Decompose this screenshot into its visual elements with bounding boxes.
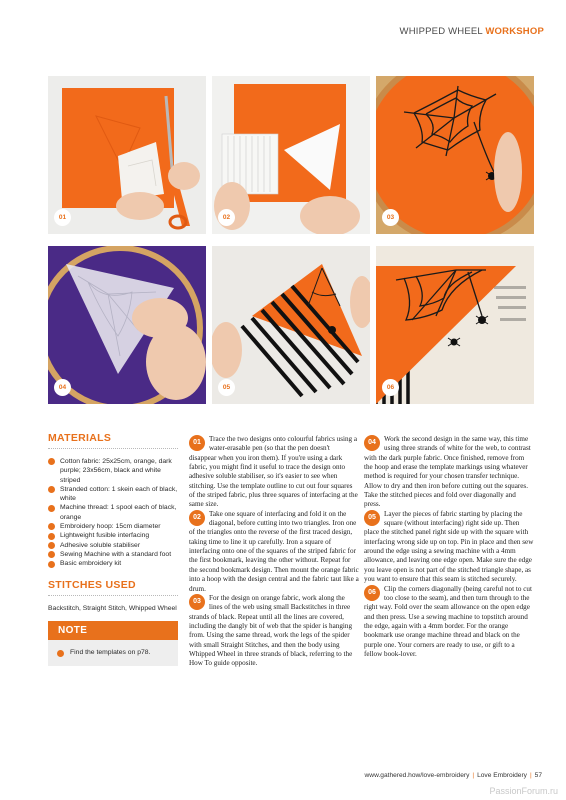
bullet-icon bbox=[48, 523, 55, 530]
step-number-badge: 06 bbox=[364, 585, 380, 601]
step-photo-4 bbox=[48, 246, 206, 404]
section-divider bbox=[48, 595, 178, 596]
footer-url[interactable]: www.gathered.how/love-embroidery bbox=[364, 772, 470, 779]
header-highlight: WORKSHOP bbox=[485, 26, 544, 37]
bullet-icon bbox=[48, 533, 55, 540]
step-text: Layer the pieces of fabric starting by placing the square (without interfacing) right side up. Then place the stitched panel right side up with the square with interfacing wrong side up on top. Pin in place and then sew around the edge using a sewing machine with a 4mm allowance, and leaving one edge open. Make sure the edge you leave open is not part of the stitched triangle shape, as you want to ensure that this seam is stitched securely. bbox=[364, 509, 534, 584]
footer-separator: | bbox=[472, 772, 475, 779]
bullet-icon bbox=[48, 458, 55, 465]
step-text: Clip the corners diagonally (being careful not to cut too close to the seam), and then turn through to the right way. Fold over the seam allowance on the open edge and then press. Use a sewing machine to topstitch around the edge, again with a 4mm border. For the orange bookmark use orange machine thread and black on the purple one. Your corners are ready to use, or gift to a fellow book-lover. bbox=[364, 584, 532, 658]
bullet-icon bbox=[48, 542, 55, 549]
list-item: Basic embroidery kit bbox=[48, 559, 178, 568]
step-photos-grid bbox=[48, 76, 543, 406]
web-embroidery-in-hoop-photo bbox=[376, 76, 534, 234]
step-number-badge: 01 bbox=[189, 435, 205, 451]
photo-badge: 01 bbox=[54, 209, 71, 226]
step-photo-6 bbox=[376, 246, 534, 404]
list-item: Cotton fabric: 25x25cm, orange, dark purple; 23x56cm, black and white striped bbox=[48, 457, 178, 485]
note-text: Find the templates on p78. bbox=[70, 649, 151, 657]
section-divider bbox=[48, 448, 178, 449]
striped-fabric-and-triangle-photo bbox=[212, 76, 370, 234]
step-text: For the design on orange fabric, work along the lines of the web using small Backstitches in three strands of black. Repeat until all the lines are covered, including the dangly bit of web that the spider is hanging from. Using the same thread, work the legs of the spider with small Straight Stitches, and then the body using Whipped Wheel in three strands of black, referring to the How To guide opposite. bbox=[189, 593, 353, 668]
photo-badge: 05 bbox=[218, 379, 235, 396]
list-item: Sewing Machine with a standard foot bbox=[48, 550, 178, 559]
footer-separator: | bbox=[529, 772, 532, 779]
list-item: Lightweight fusible interfacing bbox=[48, 531, 178, 540]
instructions-column-1 bbox=[189, 435, 359, 669]
step-01 bbox=[189, 435, 359, 510]
page-number: 57 bbox=[534, 772, 542, 779]
materials-title: MATERIALS bbox=[48, 432, 112, 444]
step-number-badge: 05 bbox=[364, 510, 380, 526]
stitches-title: STITCHES USED bbox=[48, 578, 136, 591]
note-box bbox=[48, 621, 178, 666]
step-02 bbox=[189, 510, 359, 594]
list-item: Adhesive soluble stabiliser bbox=[48, 541, 178, 550]
step-photo-2 bbox=[212, 76, 370, 234]
step-photo-1 bbox=[48, 76, 206, 234]
step-text: Trace the two designs onto colourful fabrics using a water-erasable pen (so that the pen doesn't disappear when you iron them). If you're using a dark fabric, you might find it useful to trace the design onto adhesive soluble stabiliser, so it's easier to see when stitching. Use the template outline to cut out four squares of the striped fabric, plus three squares of interfacing at the same size. bbox=[189, 435, 358, 509]
step-photo-5 bbox=[212, 246, 370, 404]
bullet-icon bbox=[57, 650, 64, 657]
scissors-cutting-stabiliser-photo bbox=[48, 76, 206, 234]
note-body bbox=[48, 640, 178, 666]
step-text: Work the second design in the same way, this time using three strands of white for the web, to contrast with the dark purple fabric. Once finished, remove from the hoop and erase the template markings using whatever method is required for your chosen transfer technique. Allow to dry and then iron before cutting out the squares. Take the stitched pieces and fold over diagonally and press. bbox=[364, 435, 531, 509]
list-item: Embroidery hoop: 15cm diameter bbox=[48, 522, 178, 531]
sidebar-materials bbox=[48, 432, 178, 666]
bullet-icon bbox=[48, 551, 55, 558]
photo-badge: 03 bbox=[382, 209, 399, 226]
header-label: WHIPPED WHEEL bbox=[399, 26, 483, 37]
watermark: PassionForum.ru bbox=[489, 786, 558, 796]
photo-badge: 02 bbox=[218, 209, 235, 226]
step-05 bbox=[364, 510, 534, 585]
bullet-icon bbox=[48, 486, 55, 493]
page-header bbox=[400, 26, 544, 37]
photo-badge: 06 bbox=[382, 379, 399, 396]
footer-magazine: Love Embroidery bbox=[477, 772, 527, 779]
list-item: Machine thread: 1 spool each of black, orange bbox=[48, 503, 178, 522]
step-photo-3 bbox=[376, 76, 534, 234]
step-number-badge: 03 bbox=[189, 594, 205, 610]
materials-list bbox=[48, 457, 178, 569]
page-footer bbox=[365, 772, 542, 779]
stabiliser-on-purple-hoop-photo bbox=[48, 246, 206, 404]
list-item: Stranded cotton: 1 skein each of black, white bbox=[48, 485, 178, 504]
stitches-text: Backstitch, Straight Stitch, Whipped Wheel bbox=[48, 604, 177, 612]
note-title: NOTE bbox=[48, 621, 178, 640]
finished-bookmark-on-book-photo bbox=[376, 246, 534, 404]
instructions-column-2 bbox=[364, 435, 534, 659]
bullet-icon bbox=[48, 561, 55, 568]
step-number-badge: 04 bbox=[364, 435, 380, 451]
step-06 bbox=[364, 585, 534, 660]
step-03 bbox=[189, 594, 359, 669]
step-text: Take one square of interfacing and fold it on the diagonal, before cutting into two triangles. Iron one of the triangles onto the reverse of the first traced design, taking time to line it up carefully. Iron a square of interfacing onto one of the squares of the striped fabric for the first bookmark, leaving the other without. Repeat for the second bookmark design. Then mount the orange fabric into a hoop with the design central and the fabric taut like a drum. bbox=[189, 509, 359, 593]
photo-badge: 04 bbox=[54, 379, 71, 396]
step-04 bbox=[364, 435, 534, 510]
bookmark-corner-photo bbox=[212, 246, 370, 404]
bullet-icon bbox=[48, 505, 55, 512]
step-number-badge: 02 bbox=[189, 510, 205, 526]
